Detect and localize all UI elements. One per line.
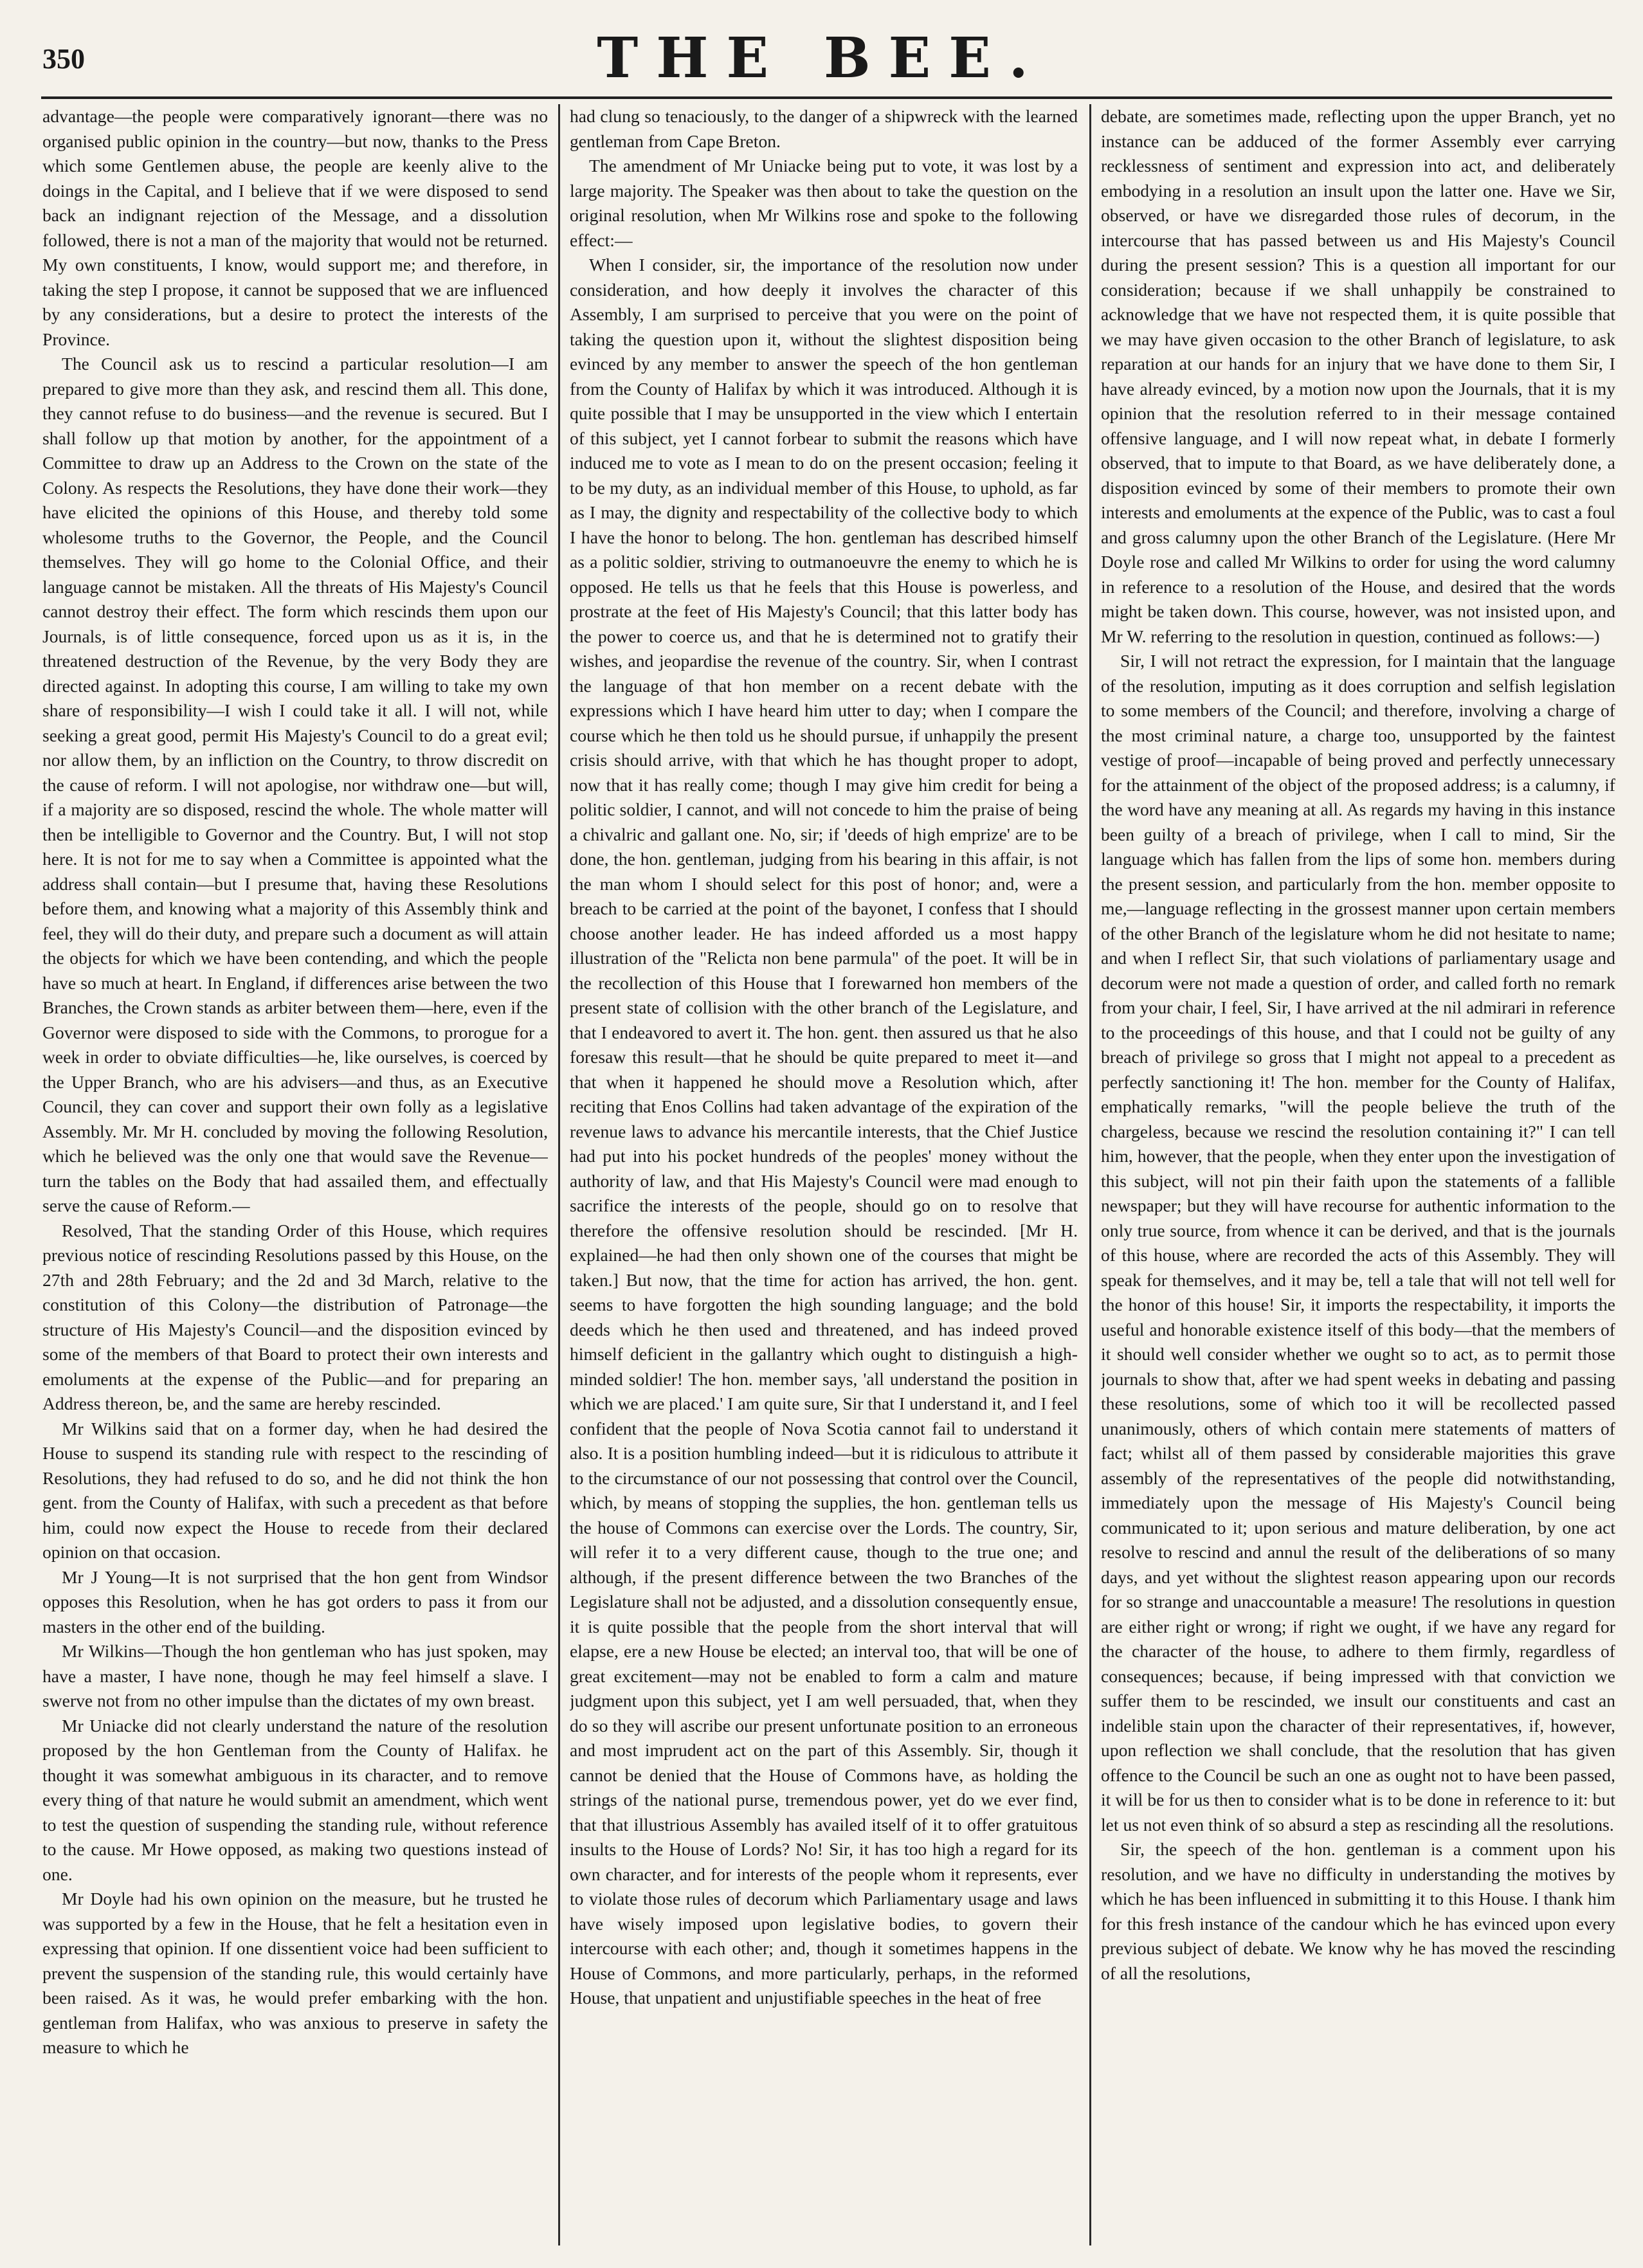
column-3 [1101,104,1615,2252]
article-paragraph: advantage—the people were comparatively ignorant—there was no organised public opinion in the country—but now, thanks to the Press which some Gentlemen abuse, the people are keenly alive to the doings in the Capital, and I believe that if we were disposed to send back an indignant rejection of the Message, and a dissolution followed, there is not a man of the majority that would not be returned. My own constituents, I know, would support me; and therefore, in taking the step I propose, it cannot be supposed that we are influenced by any considerations, but a desire to protect the interests of the Province. [42,106,548,349]
article-paragraph: The Council ask us to rescind a particular resolution—I am prepared to give more than they ask, and rescind them all. This done, they cannot refuse to do business—and the revenue is secured. But I shall follow up that motion by another, for the appointment of a Committee to draw up an Address to the Crown on the state of the Colony. As respects the Resolutions, they have done their work—they have elicited the opinions of this House, and thereby told some wholesome truths to the Governor, the People, and the Council themselves. They will go home to the Colonial Office, and their language cannot be mistaken. All the threats of His Majesty's Council cannot destroy their effect. The form which rescinds them upon our Journals, is of little consequence, forced upon us as it is, in the threatened destruction of the Revenue, by the very Body they are directed against. In adopting this course, I am willing to take my own share of responsibility—I wish I could take it all. I will not, while seeking a great good, permit His Majesty's Council to do a great evil; nor allow them, by an infliction on the Country, to throw discredit on the cause of reform. I will not apologise, nor withdraw one—but will, if a majority are so disposed, rescind the whole. The whole matter will then be intelligible to Governor and the Country. But, I will not stop here. It is not for me to say when a Committee is appointed what the address shall contain—but I presume that, having these Resolutions before them, and knowing what a majority of this Assembly think and feel, they will do their duty, and prepare such a document as will attain the objects for which we have been contending, and which the people have so much at heart. In England, if differences arise between the two Branches, the Crown stands as arbiter between them—here, even if the Governor were disposed to side with the Commons, to prorogue for a week in order to obviate difficulties—he, like ourselves, is coerced by the Upper Branch, who are his advisers—and thus, as an Executive Council, they can cover and support their own folly as a legislative Assembly. Mr. Mr H. concluded by moving the following Resolution, which he believed was the only one that would save the Revenue—turn the tables on the Body that had assailed them, and effectually serve the cause of Reform.— [42,354,548,1215]
column-1 [42,104,548,2252]
article-paragraph: had clung so tenaciously, to the danger of a shipwreck with the learned gentleman from Cape Breton. [570,106,1078,151]
masthead: THE BEE. [597,26,1046,91]
article-paragraph: debate, are sometimes made, reflecting upon the upper Branch, yet no instance can be adduced of the former Assembly ever carrying recklessness of sentiment and expression into act, and deliberately embodying in a resolution an insult upon the latter one. Have we Sir, observed, or have we disregarded those rules of decorum, in the intercourse that has passed between us and His Majesty's Council during the present session? This is a question all important for our consideration; because if we shall unhappily be constrained to acknowledge that we have not respected them, it is quite possible that we may have given occasion to the other Branch of legislature, to ask reparation at our hands for an injury that we have done to them Sir, I have already evinced, by a motion now upon the Journals, that it is my opinion that the resolution referred to in their message contained offensive language, and I will now repeat what, in debate I formerly observed, that to impute to that Board, as we have deliberately done, a disposition evinced by some of their members to promote their own interests and emoluments at the expence of the Public, was to cast a foul and gross calumny upon the other Branch of the Legislature. (Here Mr Doyle rose and called Mr Wilkins to order for using the word calumny in reference to a resolution of the House, and desired that the words might be taken down. This course, however, was not insisted upon, and Mr W. referring to the resolution in question, continued as follows:—) [1101,106,1615,646]
article-paragraph: Sir, the speech of the hon. gentleman is a comment upon his resolution, and we have no difficulty in understanding the motives by which he has been influenced in submitting it to this House. I thank him for this fresh instance of the candour which he has evinced upon every previous subject of debate. We know why he has moved the rescinding of all the resolutions, [1101,1839,1615,1983]
article-paragraph: The amendment of Mr Uniacke being put to vote, it was lost by a large majority. The Speaker was then about to take the question on the original resolution, when Mr Wilkins rose and spoke to the following effect:— [570,156,1078,250]
article-paragraph: Sir, I will not retract the expression, for I maintain that the language of the resolution, imputing as it does corruption and selfish legislation to some members of the Council; and therefore, involving a charge of the most criminal nature, a charge too, unsupported by the faintest vestige of proof—incapable of being proved and perfectly unnecessary for the attainment of the object of the proposed address; is a calumny, if the word have any meaning at all. As regards my having in this instance been guilty of a breach of privilege, when I call to mind, Sir the language which has fallen from the lips of some hon. members during the present session, and particularly from the hon. member opposite to me,—language reflecting in the grossest manner upon certain members of the other Branch of the legislature whom he did not hesitate to name; and when I reflect Sir, that such violations of parliamentary usage and decorum were not made a question of order, and called forth no remark from your chair, I feel, Sir, I have arrived at the nil admirari in reference to the proceedings of this house, and that I could not be guilty of any breach of privilege so gross that I might not appeal to a precedent as perfectly sanctioning it! The hon. member for the County of Halifax, emphatically remarks, "will the people believe the truth of the chargeless, because we rescind the resolution containing it?" I can tell him, however, that the people, when they enter upon the investigation of this subject, will not pin their faith upon the statements of a fallible newspaper; but they will have recourse for authentic information to the only true source, from whence it can be derived, and that is the journals of this house, where are recorded the acts of this Assembly. They will speak for themselves, and it may be, tell a tale that will not tell well for the honor of this house! Sir, it imports the respectability, it imports the useful and honorable existence itself of this body—that the members of it should well consider whether we ought so to act, as to permit those journals to show that, after we had spent weeks in debating and passing these resolutions, some of which too it will be recollected passed unanimously, others of which contain mere statements of matters of fact; whilst all of them passed by considerable majorities this grave assembly of the representatives of the people did notwithstanding, immediately upon the message of His Majesty's Council being communicated to it; upon serious and mature deliberation, by one act resolve to rescind and annul the result of the deliberations of so many days, and yet without the slightest reason appearing upon our records for so strange and unaccountable a measure! The resolutions in question are either right or wrong; if right we ought, if we have any regard for the character of the house, to adhere to them firmly, regardless of consequences; because, if being impressed with that conviction we suffer them to be rescinded, we insult our constituents and cast an indelible stain upon the character of their representatives, if, however, upon reflection we shall conclude, that the resolution that has given offence to the Council be such an one as ought not to have been passed, it will be for us then to consider what is to be done in reference to it: but let us not even think of so absurd a step as rescinding all the resolutions. [1101,651,1615,1835]
article-paragraph: When I consider, sir, the importance of the resolution now under consideration, and how deeply it involves the character of this Assembly, I am surprised to perceive that you were on the point of taking the question upon it, without the slightest disposition being evinced by any member to answer the speech of the hon gentleman from the County of Halifax by which it was introduced. Although it is quite possible that I may be unsupported in the view which I entertain of this subject, yet I cannot forbear to submit the reasons which have induced me to vote as I mean to do on the present occasion; feeling it to be my duty, as an individual member of this House, to uphold, as far as I may, the dignity and respectability of the collective body to which I have the honor to belong. The hon. gentleman has described himself as a politic soldier, striving to outmanoeuvre the enemy to which he is opposed. He tells us that he feels that this House is powerless, and prostrate at the feet of His Majesty's Council; that this latter body has the power to coerce us, and that he is determined not to gratify their wishes, and jeopardise the revenue of the country. Sir, when I contrast the language of that hon member on a recent debate with the expressions which I have heard him utter to day; when I compare the course which he then told us he should pursue, if unhappily the present crisis should arrive, with that which he has thought proper to adopt, now that it has really come; though I may give him credit for being a politic soldier, I cannot, and will not concede to him the praise of being a chivalric and gallant one. No, sir; if 'deeds of high emprize' are to be done, the hon. gentleman, judging from his bearing in this affair, is not the man whom I should select for this post of honor; and, were a breach to be carried at the point of the bayonet, I confess that I should choose another leader. He has indeed afforded us a most happy illustration of the "Relicta non bene parmula" of the poet. It will be in the recollection of this House that I forewarned hon members of the present state of collision with the other branch of the Legislature, and that I endeavored to avert it. The hon. gent. then assured us that he also foresaw this result—that he should be quite prepared to meet it—and that when it happened he should move a Resolution which, after reciting that Enos Collins had taken advantage of the expiration of the revenue laws to advance his mercantile interests, that the Chief Justice had put into his pocket hundreds of the peoples' money without the authority of law, and that His Majesty's Council were mad enough to sacrifice the interests of the people, should go on to resolve that therefore the offensive resolution should be rescinded. [Mr H. explained—he had then only shown one of the courses that might be taken.] But now, that the time for action has arrived, the hon. gent. seems to have forgotten the high sounding language; and the bold deeds which he then used and threatened, and has indeed proved himself deficient in the gallantry which ought to distinguish a high-minded soldier! The hon. member says, 'all understand the position in which we are placed.' I am quite sure, Sir that I understand it, and I feel confident that the people of Nova Scotia cannot fail to understand it also. It is a position humbling indeed—but it is ridiculous to attribute it to the circumstance of our not possessing that control over the Council, which, by means of stopping the supplies, the hon. gentleman tells us the house of Commons can exercise over the Lords. The country, Sir, will refer it to a very different cause, though to the true one; and although, if the present difference between the two Branches of the Legislature shall not be adjusted, and a dissolution consequently ensue, it is quite possible that the people from the short interval that will elapse, ere a new House be elected; an interval too, that will be one of great excitement—may not be enabled to form a calm and mature judgment upon this subject, yet I am well persuaded, that, when they do so they will ascribe our present unfortunate position to an erroneous and most imprudent act on the part of this Assembly. Sir, though it cannot be denied that the House of Commons have, as holding the strings of the national purse, tremendous power, yet do we ever find, that that illustrious Assembly has availed itself of it to offer gratuitous insults to the House of Lords? No! Sir, it has too high a regard for its own character, and for interests of the people whom it represents, ever to violate those rules of decorum which Parliamentary usage and laws have wisely imposed upon legislative bodies, to govern their intercourse with each other; and, though it sometimes happens in the House of Commons, and more particularly, perhaps, in the reformed House, that unpatient and unjustifiable speeches in the heat of free [570,255,1078,2008]
article-paragraph: Mr Uniacke did not clearly understand the nature of the resolution proposed by the hon Gentleman from the County of Halifax. he thought it was somewhat ambiguous in its character, and to remove every thing of that nature he would submit an amendment, which went to test the question of suspending the standing rule, without reference to the cause. Mr Howe opposed, as making two questions instead of one. [42,1715,548,1884]
article-paragraph: Mr J Young—It is not surprised that the hon gent from Windsor opposes this Resolution, when he has got orders to pass it from our masters in the other end of the building. [42,1566,548,1637]
column-divider-1 [558,104,560,2245]
page-number: 350 [42,43,85,75]
article-paragraph: Mr Wilkins—Though the hon gentleman who has just spoken, may have a master, I have none, though he may feel himself a slave. I swerve not from no other impulse than the dictates of my own breast. [42,1641,548,1710]
column-2 [570,104,1078,2252]
article-paragraph: Mr Doyle had his own opinion on the measure, but he trusted he was supported by a few in the House, that he felt a hesitation even in expressing that opinion. If one dissentient voice had been sufficient to prevent the suspension of the standing rule, this would certainly have been raised. As it was, he would prefer embarking with the hon. gentleman from Halifax, who was anxious to preserve in safety the measure to which he [42,1889,548,2057]
header-rule [41,96,1612,99]
article-paragraph: Mr Wilkins said that on a former day, when he had desired the House to suspend its standing rule with respect to the rescinding of Resolutions, they had refused to do so, and he did not think the hon gent. from the County of Halifax, with such a precedent as that before him, could now expect the House to recede from their declared opinion on that occasion. [42,1418,548,1562]
column-divider-2 [1089,104,1091,2245]
article-paragraph: Resolved, That the standing Order of this House, which requires previous notice of rescinding Resolutions passed by this House, on the 27th and 28th February; and the 2d and 3d March, relative to the constitution of this Colony—the distribution of Patronage—the structure of His Majesty's Council—and the disposition evinced by some of the members of that Board to protect their own interests and emoluments at the expense of the Public—and for preparing an Address thereon, be, and the same are hereby rescinded. [42,1220,548,1413]
